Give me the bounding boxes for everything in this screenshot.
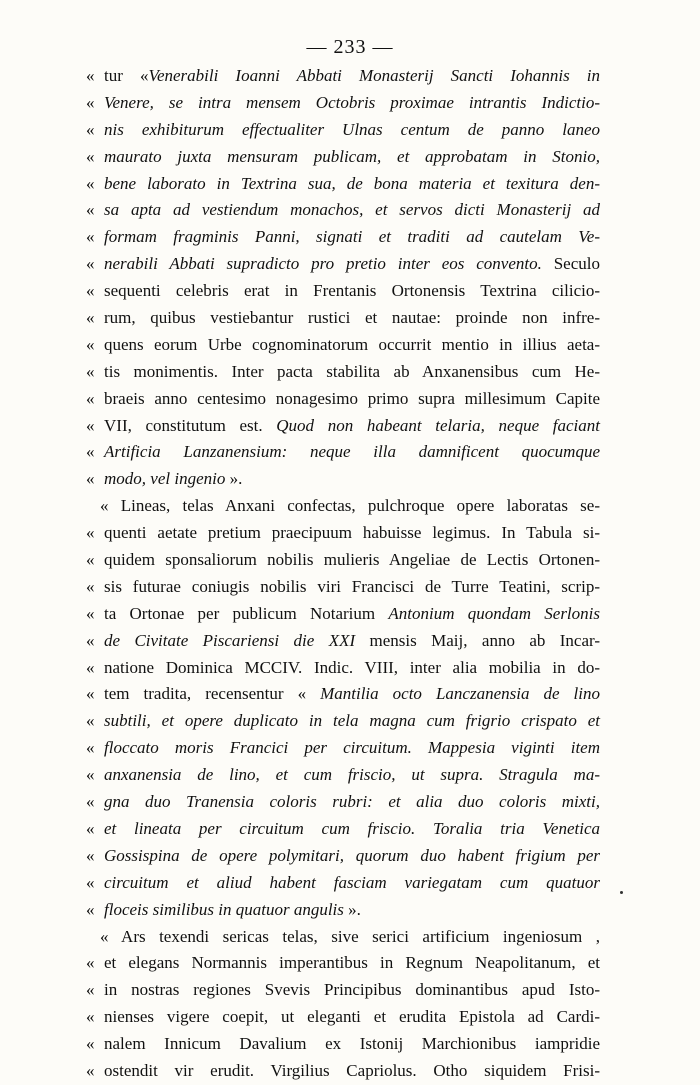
quote-mark: « [86,765,95,785]
quote-mark: « [86,738,95,758]
text-line [86,681,600,708]
text-line [86,1058,600,1085]
quote-mark: « [86,146,95,166]
italic-segment: Venere, se intra mensem Octobris proximae intrantis Indictio- [104,92,600,112]
text-segment: ». [343,899,361,919]
text-line [86,574,600,601]
quote-mark: « [86,415,95,435]
text-line [86,547,600,574]
quote-mark: « [86,254,95,274]
text-segment: rum, quibus vestiebantur rustici et nautae: proinde non infre- [104,308,600,328]
quote-mark: « [86,550,95,570]
text-segment: in nostras regiones Svevis Principibus dominantibus apud Isto- [104,980,600,1000]
text-line [86,493,600,520]
text-segment: tis monimentis. Inter pacta stabilita ab Anxanensibus cum He- [104,361,600,381]
text-segment: ostendit vir erudit. Virgilius Capriolus. Otho siquidem Frisi- [104,1060,600,1080]
text-segment: VII, constitutum est. [104,415,277,435]
text-segment: nalem Innicum Davalium ex Istonij Marchionibus iampridie [104,1034,600,1054]
text-line [86,897,600,924]
quote-mark: « [86,792,95,812]
quote-mark: « [86,1007,95,1027]
italic-segment: nis exhibiturum effectualiter Ulnas centum de panno laneo [104,119,600,139]
text-segment: et elegans Normannis imperantibus in Regnum Neapolitanum, et [104,953,600,973]
quote-mark: « [86,657,95,677]
quote-mark: « [86,334,95,354]
text-segment: quenti aetate pretium praecipuum habuisse legimus. In Tabula si- [104,523,600,543]
text-line [86,1031,600,1058]
italic-segment: Quod non habeant telaria, neque faciant [276,415,600,435]
italic-segment: modo, vel ingenio [104,469,226,489]
text-line [86,386,600,413]
text-line [86,655,600,682]
text-segment: quidem sponsaliorum nobilis mulieris Angeliae de Lectis Ortonen- [104,550,600,570]
quote-mark: « [86,119,95,139]
text-line [86,117,600,144]
quote-mark: « [86,92,95,112]
italic-segment: de Civitate Piscariensi die XXI [104,630,356,650]
text-line [86,843,600,870]
text-line [86,413,600,440]
italic-segment: sa apta ad vestiendum monachos, et servos dicti Monasterij ad [104,200,600,220]
text-line [86,439,600,466]
italic-segment: formam fragminis Panni, signati et traditi ad cautelam Ve- [104,227,600,247]
quote-mark: « [86,200,95,220]
text-line [86,144,600,171]
quote-mark: « [86,442,95,462]
italic-segment: maurato juxta mensuram publicam, et approbatam in Stonio, [104,146,600,166]
text-segment: quens eorum Urbe cognominatorum occurrit mentio in illius aeta- [104,334,600,354]
text-line [86,305,600,332]
text-line [86,520,600,547]
text-line [86,789,600,816]
page-number: — 233 — [306,36,394,58]
body-text [86,63,600,1085]
text-segment: ». [225,469,243,489]
text-segment: « Ars texendi sericas telas, sive serici artificium ingeniosum , [100,926,600,946]
italic-segment: Venerabili Ioanni Abbati Monasterij Sancti Iohannis in [148,66,601,85]
text-segment: ta Ortonae per publicum Notarium [104,603,389,623]
text-line [86,762,600,789]
ink-speck [620,891,623,894]
quote-mark: « [86,630,95,650]
italic-segment: floceis similibus in quatuor angulis [104,899,344,919]
text-line [86,466,600,493]
text-line [86,1004,600,1031]
text-line [86,870,600,897]
text-segment: natione Dominica MCCIV. Indic. VIII, inter alia mobilia in do- [104,657,600,677]
text-line [86,63,600,90]
quote-mark: « [86,1034,95,1054]
text-segment: nienses vigere coepit, ut eleganti et erudita Epistola ad Cardi- [104,1007,600,1027]
italic-segment: nerabili Abbati supradicto pro pretio inter eos convento. [104,254,542,274]
quote-mark: « [86,388,95,408]
quote-mark: « [86,1060,95,1080]
quote-mark: « [86,469,95,489]
italic-segment: circuitum et aliud habent fasciam variegatam cum quatuor [104,872,600,892]
italic-segment: anxanensia de lino, et cum friscio, ut supra. Stragula ma- [104,765,600,785]
text-line [86,251,600,278]
text-line [86,90,600,117]
quote-mark: « [86,576,95,596]
text-segment: mensis Maij, anno ab Incar- [355,630,601,650]
text-segment: « Lineas, telas Anxani confectas, pulchroque opere laboratas se- [100,496,600,516]
text-line [86,197,600,224]
italic-segment: Gossispina de opere polymitari, quorum duo habent frigium per [104,845,600,865]
text-segment: Seculo [541,254,600,274]
quote-mark: « [86,173,95,193]
quote-mark: « [86,818,95,838]
quote-mark: « [86,684,95,704]
text-line [86,628,600,655]
text-line [86,708,600,735]
italic-segment: Artificia Lanzanensium: neque illa damnificent quocumque [104,442,600,462]
text-segment: sis futurae coniugis nobilis viri Francisci de Turre Teatini, scrip- [104,576,600,596]
text-line [86,924,600,951]
text-line [86,359,600,386]
text-segment: tur « [104,66,149,85]
quote-mark: « [86,361,95,381]
quote-mark: « [86,308,95,328]
italic-segment: subtili, et opere duplicato in tela magna cum frigrio crispato et [104,711,600,731]
text-segment: tem tradita, recensentur « [104,684,321,704]
quote-mark: « [86,711,95,731]
text-segment: sequenti celebris erat in Frentanis Ortonensis Textrina cilicio- [104,281,600,301]
text-line [86,816,600,843]
italic-segment: floccato moris Francici per circuitum. Mappesia viginti item [104,738,600,758]
italic-segment: gna duo Tranensia coloris rubri: et alia duo coloris mixti, [104,792,600,812]
text-line [86,977,600,1004]
quote-mark: « [86,980,95,1000]
text-segment: braeis anno centesimo nonagesimo primo supra millesimum Capite [104,388,600,408]
quote-mark: « [86,523,95,543]
quote-mark: « [86,281,95,301]
text-line [86,171,600,198]
italic-segment: bene laborato in Textrina sua, de bona materia et texitura den- [104,173,600,193]
text-line [86,735,600,762]
quote-mark: « [86,953,95,973]
text-line [86,332,600,359]
text-line [86,224,600,251]
italic-segment: Mantilia octo Lanczanensia de lino [320,684,600,704]
quote-mark: « [86,66,95,85]
italic-segment: et lineata per circuitum cum friscio. Toralia tria Venetica [104,818,600,838]
text-line [86,950,600,977]
quote-mark: « [86,872,95,892]
italic-segment: Antonium quondam Serlonis [388,603,600,623]
text-line [86,278,600,305]
text-line [86,601,600,628]
quote-mark: « [86,845,95,865]
quote-mark: « [86,603,95,623]
quote-mark: « [86,227,95,247]
quote-mark: « [86,899,95,919]
